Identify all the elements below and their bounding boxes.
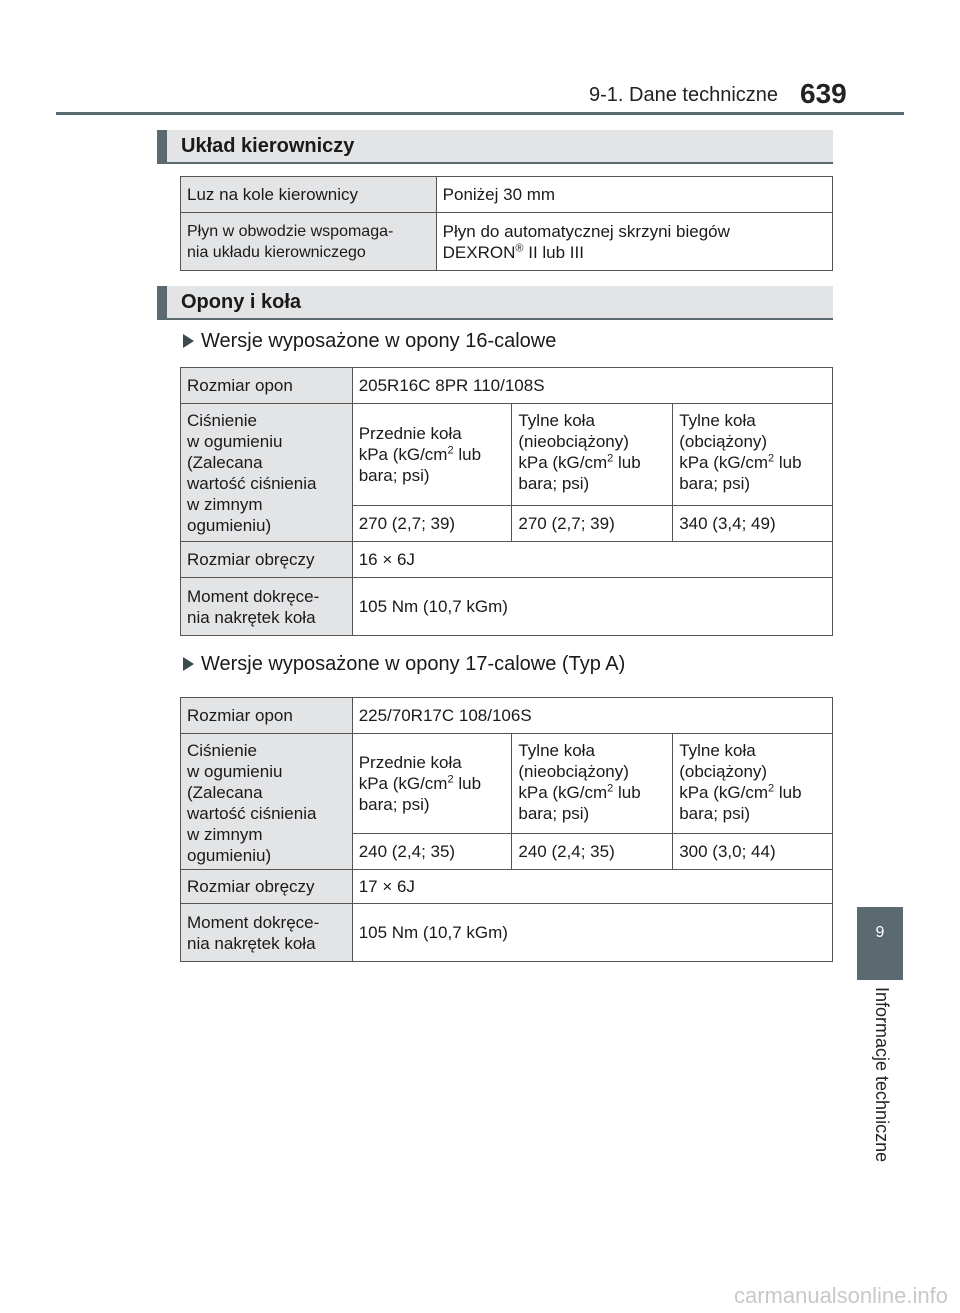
triangle-bullet-icon [183,657,194,671]
watermark: carmanualsonline.info [733,1283,948,1308]
section-heading-steering: Układ kierowniczy [157,130,833,164]
triangle-bullet-icon [183,334,194,348]
section-heading-tires: Opony i koła [157,286,833,320]
column-header-front: Przednie koła kPa ($kG/cm^2$ lub bara; psi) [352,404,512,506]
pressure-rear-loaded: 340 (3,4; 49) [673,506,833,542]
column-header-rear-loaded: Tylne koła (obciążony) kPa ($kG/cm^2$ lub bara; psi) [673,404,833,506]
bullet-17-inch: Wersje wyposażone w opony 17-calowe (Typ A) [183,653,625,676]
row-value: 105 Nm (10,7 kGm) [352,578,832,636]
row-value: Poniżej 30 mm [436,177,832,213]
chapter-label: Informacje techniczne [872,987,892,1163]
row-value: 17 × 6J [352,870,832,904]
row-label: Ciśnienie w ogumieniu (Zalecana wartość ciśnienia w zimnym ogumieniu) [181,734,353,870]
pressure-rear-unloaded: 270 (2,7; 39) [512,506,673,542]
tire-table-16 [180,367,833,636]
bullet-16-inch: Wersje wyposażone w opony 16-calowe [183,330,556,353]
registered-mark: ® [515,241,524,254]
row-label: Rozmiar obręczy [181,542,353,578]
table-row [181,578,833,636]
table-row [181,177,833,213]
row-label: Rozmiar opon [181,368,353,404]
header-divider [56,112,904,115]
column-header-rear-unloaded: Tylne koła (nieobciążony) kPa ($kG/cm^2$ lub bara; psi) [512,404,673,506]
section-title: 9-1. Dane techniczne [589,84,779,106]
row-label: Płyn w obwodzie wspomaga- nia układu kierowniczego [181,213,437,271]
row-label: Moment dokręce- nia nakrętek koła [181,904,353,962]
pressure-rear-unloaded: 240 (2,4; 35) [512,834,673,870]
row-label: Rozmiar obręczy [181,870,353,904]
pressure-front: 240 (2,4; 35) [352,834,512,870]
row-value: 225/70R17C 108/106S [352,698,832,734]
page-number: 639 [800,78,847,109]
row-label: Rozmiar opon [181,698,353,734]
table-row [181,734,833,834]
table-row [181,698,833,734]
column-header-front: Przednie koła kPa ($kG/cm^2$ lub bara; psi) [352,734,512,834]
row-label: Ciśnienie w ogumieniu (Zalecana wartość ciśnienia w zimnym ogumieniu) [181,404,353,542]
pressure-rear-loaded: 300 (3,0; 44) [673,834,833,870]
chapter-number: 9 [875,924,885,941]
column-header-rear-loaded: Tylne koła (obciążony) kPa ($kG/cm^2$ lub bara; psi) [673,734,833,834]
table-row [181,870,833,904]
row-label: Moment dokręce- nia nakrętek koła [181,578,353,636]
table-row [181,213,833,271]
row-value: Płyn do automatycznej skrzyni biegów DEXRON® II lub III [436,213,832,271]
column-header-rear-unloaded: Tylne koła (nieobciążony) kPa ($kG/cm^2$ lub bara; psi) [512,734,673,834]
pressure-front: 270 (2,7; 39) [352,506,512,542]
table-row [181,404,833,506]
tire-table-17 [180,697,833,962]
chapter-tab [857,907,903,980]
table-row [181,904,833,962]
row-value: 105 Nm (10,7 kGm) [352,904,832,962]
row-label: Luz na kole kierownicy [181,177,437,213]
row-value: 205R16C 8PR 110/108S [352,368,832,404]
table-row [181,368,833,404]
table-row [181,542,833,578]
row-value: 16 × 6J [352,542,832,578]
steering-table [180,176,833,271]
